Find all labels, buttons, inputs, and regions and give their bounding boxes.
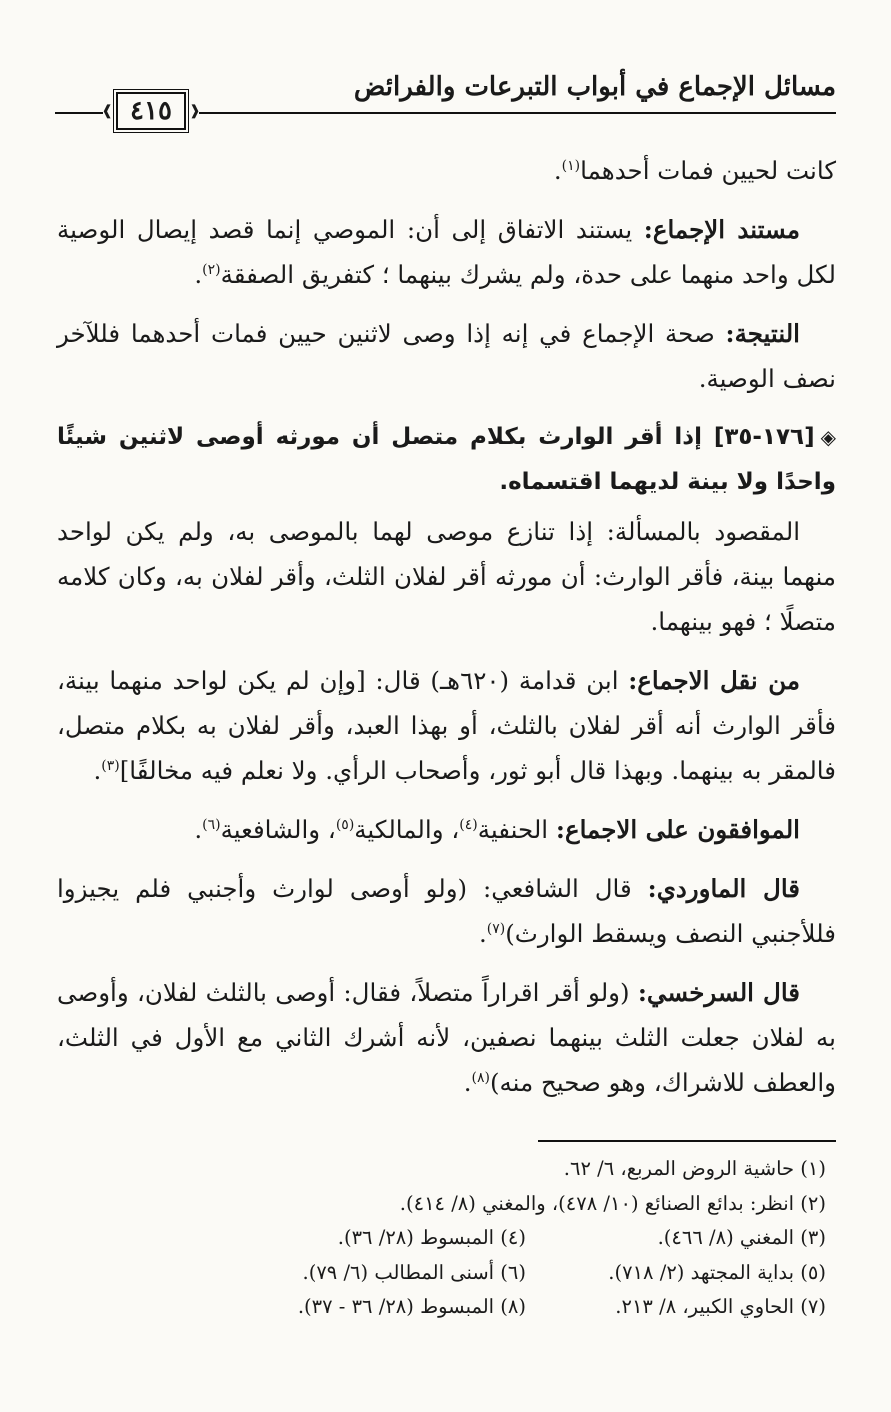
footnote-4: (٤) المبسوط (٢٨/ ٣٦). <box>337 1226 526 1249</box>
paragraph-end: . <box>194 260 203 289</box>
footnote-ref: (٨) <box>471 1069 490 1086</box>
paragraph-end: . <box>478 919 487 948</box>
footnote-row <box>60 1290 826 1325</box>
footnote-6: (٦) أسنى المطالب (٦/ ٧٩). <box>302 1260 526 1284</box>
paragraph-text: (ولو أقر اقراراً متصلاً، فقال: أوصى بالثلث لفلان، وأوصى به لفلان جعلت الثلث بينهما نصفين، لأنه أشرك الثاني مع الأول في الثلث، والعطف للاشراك، وهو صحيح منه) <box>57 978 836 1097</box>
paragraph-text: المقصود بالمسألة: إذا تنازع موصى لهما بالموصى به، ولم يكن لواحد منهما بينة، فأقر الوارث: أن مورثه أقر لفلان الثلث، وأقر لفلان به، وكان كلامه متصلًا ؛ فهو بينهما. <box>57 517 836 636</box>
footnote-separator <box>538 1140 836 1142</box>
footnote-row <box>60 1256 826 1291</box>
footnote-ref: (٦) <box>202 816 221 833</box>
issue-heading <box>57 415 836 505</box>
footnote-ref: (٥) <box>335 816 355 833</box>
footnote-ref: (٤) <box>459 816 478 833</box>
school-name: ، والمالكية <box>354 815 460 844</box>
page-number-ornament <box>103 90 199 132</box>
term-label: قال الماوردي: <box>647 874 801 903</box>
footnote-1: (١) حاشية الروض المربع، ٦/ ٦٢. <box>563 1157 826 1180</box>
paragraph-intent <box>57 509 836 644</box>
paragraph-continuation <box>57 148 836 193</box>
footnote-8: (٨) المبسوط (٢٨/ ٣٦ - ٣٧). <box>297 1295 526 1318</box>
ornament-left-icon: ❰ <box>188 103 201 119</box>
paragraph-end: . <box>463 1068 472 1097</box>
footnote-row <box>60 1221 826 1256</box>
footnote-ref: (٢) <box>202 261 221 278</box>
paragraph-end: . <box>93 756 102 785</box>
term-label: قال السرخسي: <box>637 978 801 1007</box>
footnotes <box>60 1152 826 1325</box>
paragraph-text: قال الشافعي: (ولو أوصى لوارث وأجنبي فلم يجيزوا فللأجنبي النصف ويسقط الوارث) <box>57 874 836 948</box>
paragraph-text: يستند الاتفاق إلى أن: الموصي إنما قصد إيصال الوصية لكل واحد منهما على حدة، ولم يشرك بينهما ؛ كتفريق الصفقة <box>57 215 836 289</box>
issue-heading-text: [١٧٦-٣٥] إذا أقر الوارث بكلام متصل أن مورثه أوصى لاثنين شيئًا واحدًا ولا بينة لديهما اقتسماه. <box>57 424 836 495</box>
page-header <box>55 70 836 140</box>
paragraph-transmitter <box>57 658 836 793</box>
school-name: الحنفية <box>477 815 556 844</box>
paragraph-text: ابن قدامة (٦٢٠هـ) قال: [وإن لم يكن لواحد منهما بينة، فأقر الوارث أنه أقر لفلان بالثلث، أو بهذا العبد، وأقر لفلان به بكلام متصل، فالمقر به بينهما. وبهذا قال أبو ثور، وأصحاب الرأي. ولا نعلم فيه مخالفًا] <box>57 666 836 785</box>
term-label: مستند الإجماع: <box>643 215 800 244</box>
school-name: ، والشافعية <box>220 815 336 844</box>
footnote-row <box>60 1187 826 1222</box>
term-label: من نقل الاجماع: <box>628 666 800 695</box>
paragraph-end: . <box>194 815 203 844</box>
main-text <box>57 148 836 1119</box>
footnote-5: (٥) بداية المجتهد (٢/ ٧١٨). <box>608 1260 826 1284</box>
footnote-row <box>60 1152 826 1187</box>
paragraph-text: كانت لحيين فمات أحدهما <box>580 156 836 185</box>
paragraph-end: . <box>553 156 562 185</box>
paragraph-result <box>57 311 836 401</box>
footnote-3: (٣) المغني (٨/ ٤٦٦). <box>657 1226 826 1249</box>
paragraph-basis <box>57 207 836 297</box>
paragraph-sarakhsi <box>57 970 836 1105</box>
footnote-ref: (٣) <box>101 757 120 774</box>
paragraph-concurring <box>57 807 836 852</box>
ornament-right-icon: ❱ <box>101 103 114 119</box>
footnote-ref: (١) <box>561 157 581 174</box>
term-label: النتيجة: <box>725 319 800 348</box>
diamond-bullet-icon: ◈ <box>820 425 836 449</box>
footnote-ref: (٧) <box>486 920 506 937</box>
footnote-7: (٧) الحاوي الكبير، ٨/ ٢١٣. <box>615 1295 826 1318</box>
page-number: ٤١٥ <box>116 92 186 130</box>
paragraph-text: صحة الإجماع في إنه إذا وصى لاثنين حيين فمات أحدهما فللآخر نصف الوصية. <box>57 319 836 393</box>
running-title: مسائل الإجماع في أبواب التبرعات والفرائض <box>353 72 836 102</box>
paragraph-mawardi <box>57 866 836 956</box>
term-label: الموافقون على الاجماع: <box>555 815 800 844</box>
footnote-2: (٢) انظر: بدائع الصنائع (١٠/ ٤٧٨)، والمغني (٨/ ٤١٤). <box>399 1191 826 1215</box>
